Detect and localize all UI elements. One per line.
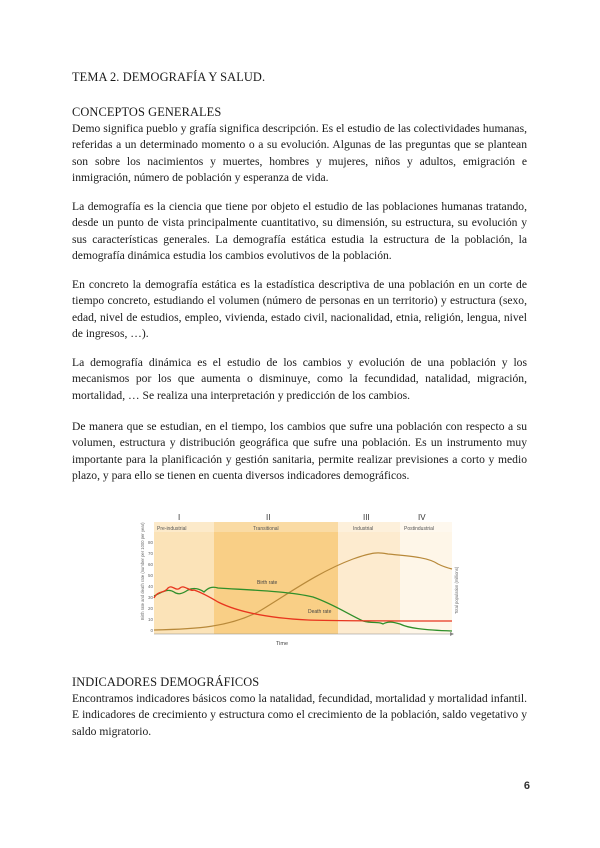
right-axis-label: Total population (millions) bbox=[454, 566, 459, 614]
x-axis-label: Time bbox=[276, 641, 289, 647]
left-axis-label: Birth rate and death rate (number per 1000 per year) bbox=[140, 522, 145, 620]
y-tick: 20 bbox=[147, 606, 153, 611]
y-tick: 50 bbox=[147, 573, 153, 578]
paragraph-indicadores: Encontramos indicadores básicos como la natalidad, fecundidad, mortalidad y mortalidad infantil. E indicadores de crecimiento y estructura como el crecimiento de la población, saldo vegetativo y saldo migratorio. bbox=[72, 692, 527, 738]
section-heading-conceptos: CONCEPTOS GENERALES bbox=[72, 105, 222, 119]
stage-4-band bbox=[400, 522, 452, 634]
y-tick: 80 bbox=[147, 540, 153, 545]
document-title: TEMA 2. DEMOGRAFÍA Y SALUD. bbox=[72, 70, 266, 84]
stage-numeral-4: IV bbox=[418, 513, 426, 522]
stage-3-band bbox=[338, 522, 400, 634]
y-tick: 40 bbox=[147, 584, 153, 589]
birth-rate-label: Birth rate bbox=[257, 580, 278, 586]
stage-name-3: Industrial bbox=[353, 526, 374, 532]
stage-1-band bbox=[154, 522, 214, 634]
paragraph-4: La demografía dinámica es el estudio de los cambios y evolución de una población y los mecanismos por los que aumenta o disminuye, como la fecundidad, natalidad, migración, mortalidad, … Se realiza una interpretación y predicción de los cambios. bbox=[72, 356, 527, 402]
stage-name-1: Pre-industrial bbox=[157, 526, 187, 532]
paragraph-2: La demografía es la ciencia que tiene por objeto el estudio de las poblaciones humanas tratando, desde un punto de vista principalmente cuantitativo, su dimensión, su estructura, su evolución y sus características generales. La demografía estática estudia la estructura de la población, la demografía dinámica estudia los cambios evolutivos de la población. bbox=[72, 200, 527, 263]
y-tick: 70 bbox=[147, 551, 153, 556]
stage-numeral-2: II bbox=[266, 513, 271, 522]
y-tick: 60 bbox=[147, 562, 153, 567]
paragraph-1: Demo significa pueblo y grafía significa descripción. Es el estudio de las colectividades humanas, referidas a un determinado momento o a su evolución. Algunas de las preguntas que se plantean son sobre los nacimientos y muertes, hombres y mujeres, niños y adultos, emigración e inmigración, número de población y esperanza de vida. bbox=[72, 122, 527, 185]
stage-name-4: Postindustrial bbox=[404, 526, 435, 532]
section-heading-indicadores: INDICADORES DEMOGRÁFICOS bbox=[72, 675, 260, 689]
paragraph-5: De manera que se estudian, en el tiempo, los cambios que sufre una población con respecto a su volumen, estructura y distribución geográfica que sufre una población. Es un instrumento muy importante para la planificación y gestión sanitaria, permite realizar previsiones a corto y medio plazo, y para ello se tienen en cuenta diversos indicadores demográficos. bbox=[72, 420, 527, 483]
y-tick: 0 bbox=[150, 628, 153, 633]
stage-numeral-3: III bbox=[363, 513, 370, 522]
demographic-transition-figure bbox=[138, 512, 462, 650]
paragraph-3: En concreto la demografía estática es la estadística descriptiva de una población en un corte de tiempo concreto, estudiando el volumen (número de personas en un territorio) y estructura (sexo, edad, nivel de estudios, empleo, vivienda, estado civil, nacionalidad, etnia, religión, lengua, nivel de ingresos, …). bbox=[72, 278, 527, 341]
stage-name-2: Transitional bbox=[253, 526, 279, 532]
y-tick: 30 bbox=[147, 595, 153, 600]
stage-numeral-1: I bbox=[178, 513, 181, 522]
y-tick: 10 bbox=[147, 617, 153, 622]
death-rate-label: Death rate bbox=[308, 609, 332, 615]
page-number: 6 bbox=[523, 780, 530, 792]
